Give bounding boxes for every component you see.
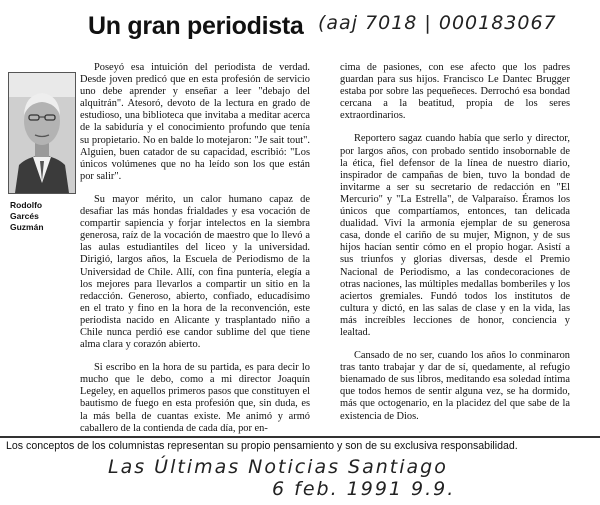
- disclaimer: Los conceptos de los columnistas representan su propio pensamiento y son de su exclusiva responsabilidad.: [6, 440, 518, 452]
- handwritten-source: Las Últimas Noticias Santiago: [108, 456, 448, 478]
- byline-line: Garcés: [10, 211, 39, 221]
- divider-rule: [0, 436, 600, 438]
- paragraph: Reportero sagaz cuando había que serlo y director, por largos años, con probado sentido insobornable de la ética, fiel defensor de la línea de nuestro diario, inspirador de campañas de bien, tuvo la bondad de invitarme a ser su secretario de redacción en "El Mercurio" y "La Estrella", de Valparaíso. Éramos los únicos que compartíamos, entonces, tan delicada dualidad. Viví la armonía ejemplar de su generosa casa, donde el cariño de su mujer, Mignon, y de sus hijos hacían sentir cómo en el propio hogar. Asistí a sus triunfos y glorias diversas, desde el Premio Nacional de Periodismo, a las condecoraciones de otras naciones, las múltiples medallas bomberiles y los aciertos gremiales. Fundó todos los institutos de cultura y dictó, en las salas de clase y en la vida, las más increíbles lecciones de honor, conciencia y lealtad.: [340, 133, 570, 338]
- author-photo: [8, 72, 76, 194]
- handwritten-date: 6 feb. 1991 9.9.: [272, 478, 456, 500]
- handwritten-catalog-code: (aaj 7018 | 000183067: [318, 12, 557, 34]
- paragraph: Su mayor mérito, un calor humano capaz de desafiar las más hondas frialdades y esa vocación de compartir sapiencia y forjar intelectos en la siembra generosa, raíz de la vocación de maestro que lo llevó a las aulas estudiantiles del liceo y la universidad. Dirigió, largos años, la Escuela de Periodismo de la Universidad de Chile. Allí, con fina puntería, elegía a los mejores para llevarlos a compartir un sitio en la redacción. Generoso, abierto, confiado, educadísimo en el trato y fino en la hora de la reconvención, este periodista nacido en Alicante y trasplantado niño a Chile nunca perdió ese candor sublime del que tiene alma clara y corazón abierto.: [80, 193, 310, 351]
- paragraph: Poseyó esa intuición del periodista de verdad. Desde joven predicó que en esta profesión de servicio uno debe aprender y enseñar a leer "debajo del alquitrán". Atesoró, devoto de la lectura en grado de estudioso, una biblioteca que invitaba a meditar acerca de la sabiduría y el conocimiento profundo que tenía su propietario. No en balde lo motejaron: "Je sait tout". Alguien, buen catador de su capacidad, escribió: "Los únicos volúmenes que no ha leído son los que están por salir".: [80, 62, 310, 182]
- article-column-2: [340, 62, 570, 434]
- paragraph: Si escribo en la hora de su partida, es para decir lo mucho que le debo, como a mi director Joaquín Legeley, en aquellos primeros pasos que constituyen el bautismo de fuego en esta profesión que, sin duda, es la más bella de cuantas existe. Me animó y armó caballero de la contienda de cada día, por en-: [80, 362, 310, 434]
- author-byline: [10, 200, 80, 233]
- byline-line: Guzmán: [10, 222, 44, 232]
- byline-line: Rodolfo: [10, 200, 43, 210]
- paragraph: Cansado de no ser, cuando los años lo conminaron tras tanto trabajar y dar de sí, quedamente, al refugio bienamado de sus libros, meditando esa soledad íntima que todos hemos de sentir alguna vez, se ha dormido, más que octogenario, en la placidez del que sabe de la existencia de Dios.: [340, 350, 570, 422]
- headline: Un gran periodista: [88, 12, 304, 40]
- article-column-1: [80, 62, 310, 446]
- paragraph: cima de pasiones, con ese afecto que los padres guardan para sus hijos. Francisco Le Dantec Brugger estaba por sobre las pequeñeces. Derrochó esa bondad cercana a la beatitud, propia de los seres extraordinarios.: [340, 62, 570, 122]
